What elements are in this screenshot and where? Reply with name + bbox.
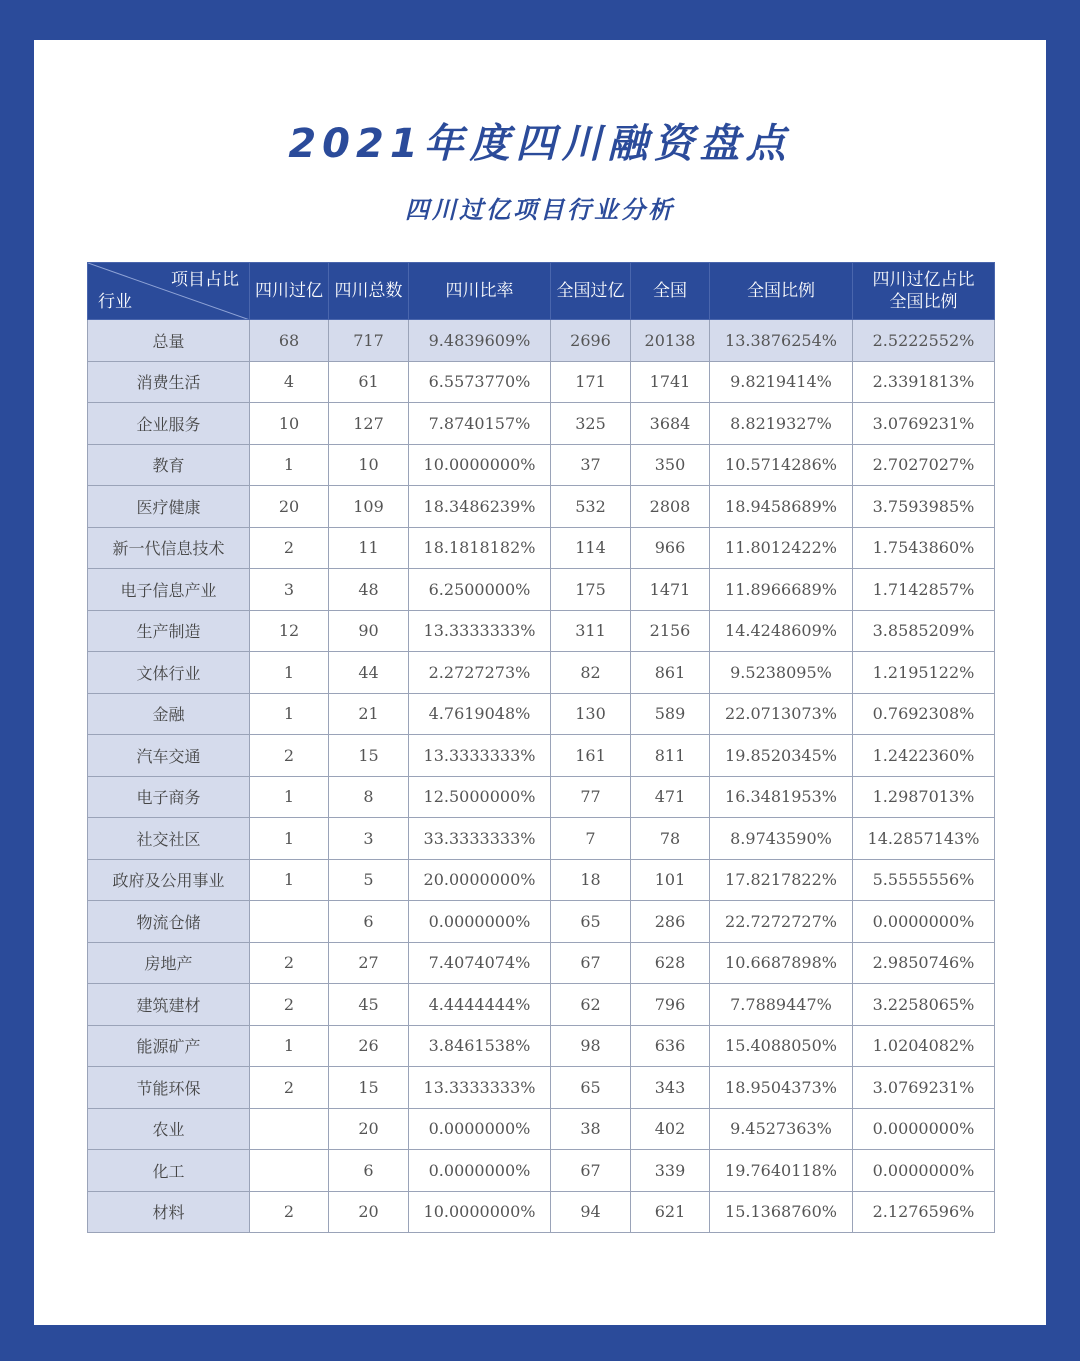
- table-body: [88, 320, 995, 1233]
- corner-header-cell: [88, 263, 250, 320]
- value-cell: 161: [551, 735, 631, 777]
- value-cell: 98: [551, 1025, 631, 1067]
- table-row: [88, 1067, 995, 1109]
- value-cell: 1.7142857%: [853, 569, 995, 611]
- value-cell: 82: [551, 652, 631, 694]
- value-cell: 3.0769231%: [853, 403, 995, 445]
- value-cell: 2.1276596%: [853, 1191, 995, 1233]
- value-cell: 621: [631, 1191, 710, 1233]
- value-cell: 67: [551, 942, 631, 984]
- value-cell: 9.4527363%: [710, 1108, 853, 1150]
- table-row: [88, 1025, 995, 1067]
- value-cell: 10.5714286%: [710, 444, 853, 486]
- value-cell: 17.8217822%: [710, 859, 853, 901]
- industry-cell: 节能环保: [88, 1067, 250, 1109]
- table-row: [88, 486, 995, 528]
- value-cell: 65: [551, 901, 631, 943]
- industry-cell: 建筑建材: [88, 984, 250, 1026]
- value-cell: 13.3876254%: [710, 320, 853, 362]
- industry-cell: 企业服务: [88, 403, 250, 445]
- industry-cell: 政府及公用事业: [88, 859, 250, 901]
- value-cell: 12.5000000%: [409, 776, 551, 818]
- value-cell: 2.3391813%: [853, 361, 995, 403]
- table-row-total: [88, 320, 995, 362]
- table-row: [88, 403, 995, 445]
- value-cell: 2: [250, 527, 329, 569]
- page-subtitle: 四川过亿项目行业分析: [405, 196, 675, 224]
- industry-cell: 材料: [88, 1191, 250, 1233]
- value-cell: 37: [551, 444, 631, 486]
- value-cell: 11.8012422%: [710, 527, 853, 569]
- value-cell: 6.2500000%: [409, 569, 551, 611]
- value-cell: 402: [631, 1108, 710, 1150]
- page-title: 2021年度四川融资盘点: [288, 121, 792, 167]
- value-cell: 6: [329, 901, 409, 943]
- value-cell: 90: [329, 610, 409, 652]
- value-cell: 5.5555556%: [853, 859, 995, 901]
- value-cell: 44: [329, 652, 409, 694]
- value-cell: [250, 1150, 329, 1192]
- industry-cell: 化工: [88, 1150, 250, 1192]
- value-cell: 1: [250, 693, 329, 735]
- value-cell: 18.9458689%: [710, 486, 853, 528]
- value-cell: 20: [329, 1108, 409, 1150]
- value-cell: 65: [551, 1067, 631, 1109]
- table-row: [88, 652, 995, 694]
- corner-bottom-label: 行业: [98, 292, 132, 312]
- value-cell: 286: [631, 901, 710, 943]
- value-cell: 628: [631, 942, 710, 984]
- industry-cell: 金融: [88, 693, 250, 735]
- value-cell: 339: [631, 1150, 710, 1192]
- value-cell: 18.3486239%: [409, 486, 551, 528]
- value-cell: 966: [631, 527, 710, 569]
- header-cell: 全国: [631, 263, 710, 320]
- industry-cell: 生产制造: [88, 610, 250, 652]
- value-cell: 717: [329, 320, 409, 362]
- value-cell: 114: [551, 527, 631, 569]
- value-cell: 16.3481953%: [710, 776, 853, 818]
- table-row: [88, 735, 995, 777]
- value-cell: 3: [329, 818, 409, 860]
- value-cell: 78: [631, 818, 710, 860]
- value-cell: 109: [329, 486, 409, 528]
- value-cell: 2.7027027%: [853, 444, 995, 486]
- value-cell: 2.5222552%: [853, 320, 995, 362]
- table-row: [88, 569, 995, 611]
- value-cell: 68: [250, 320, 329, 362]
- value-cell: 311: [551, 610, 631, 652]
- value-cell: 796: [631, 984, 710, 1026]
- value-cell: 343: [631, 1067, 710, 1109]
- industry-cell: 新一代信息技术: [88, 527, 250, 569]
- value-cell: 26: [329, 1025, 409, 1067]
- value-cell: 6: [329, 1150, 409, 1192]
- value-cell: 2: [250, 984, 329, 1026]
- value-cell: 532: [551, 486, 631, 528]
- value-cell: 7.4074074%: [409, 942, 551, 984]
- value-cell: [250, 901, 329, 943]
- value-cell: 11: [329, 527, 409, 569]
- value-cell: 33.3333333%: [409, 818, 551, 860]
- value-cell: 12: [250, 610, 329, 652]
- industry-cell: 能源矿产: [88, 1025, 250, 1067]
- value-cell: 0.0000000%: [853, 901, 995, 943]
- value-cell: 13.3333333%: [409, 610, 551, 652]
- value-cell: 62: [551, 984, 631, 1026]
- industry-cell: 汽车交通: [88, 735, 250, 777]
- value-cell: 1: [250, 859, 329, 901]
- value-cell: 3.8585209%: [853, 610, 995, 652]
- value-cell: 1.2195122%: [853, 652, 995, 694]
- header-last-line2: 全国比例: [889, 292, 958, 312]
- value-cell: 18.9504373%: [710, 1067, 853, 1109]
- table-row: [88, 818, 995, 860]
- header-cell: 四川比率: [409, 263, 551, 320]
- value-cell: 10.0000000%: [409, 444, 551, 486]
- table-row: [88, 859, 995, 901]
- value-cell: 1.2422360%: [853, 735, 995, 777]
- table-row: [88, 984, 995, 1026]
- value-cell: 20: [250, 486, 329, 528]
- value-cell: 2.9850746%: [853, 942, 995, 984]
- value-cell: 0.0000000%: [853, 1150, 995, 1192]
- value-cell: 3: [250, 569, 329, 611]
- value-cell: 101: [631, 859, 710, 901]
- value-cell: 13.3333333%: [409, 735, 551, 777]
- value-cell: 10: [250, 403, 329, 445]
- value-cell: 94: [551, 1191, 631, 1233]
- value-cell: 2: [250, 735, 329, 777]
- value-cell: 20: [329, 1191, 409, 1233]
- value-cell: 67: [551, 1150, 631, 1192]
- industry-cell: 农业: [88, 1108, 250, 1150]
- value-cell: 27: [329, 942, 409, 984]
- value-cell: 2.2727273%: [409, 652, 551, 694]
- value-cell: 7.8740157%: [409, 403, 551, 445]
- value-cell: 61: [329, 361, 409, 403]
- value-cell: 1.0204082%: [853, 1025, 995, 1067]
- value-cell: 2808: [631, 486, 710, 528]
- value-cell: 127: [329, 403, 409, 445]
- industry-cell: 社交社区: [88, 818, 250, 860]
- value-cell: 77: [551, 776, 631, 818]
- header-cell: 全国比例: [710, 263, 853, 320]
- value-cell: 325: [551, 403, 631, 445]
- value-cell: 14.2857143%: [853, 818, 995, 860]
- industry-cell: 文体行业: [88, 652, 250, 694]
- industry-cell: 房地产: [88, 942, 250, 984]
- financing-table: [87, 262, 995, 1233]
- value-cell: 8.9743590%: [710, 818, 853, 860]
- value-cell: 8: [329, 776, 409, 818]
- value-cell: 48: [329, 569, 409, 611]
- value-cell: 3.2258065%: [853, 984, 995, 1026]
- value-cell: 811: [631, 735, 710, 777]
- value-cell: 0.0000000%: [409, 901, 551, 943]
- value-cell: 0.0000000%: [409, 1108, 551, 1150]
- value-cell: 19.8520345%: [710, 735, 853, 777]
- value-cell: 22.7272727%: [710, 901, 853, 943]
- value-cell: 15.4088050%: [710, 1025, 853, 1067]
- table-row: [88, 776, 995, 818]
- table-row: [88, 361, 995, 403]
- value-cell: 1.2987013%: [853, 776, 995, 818]
- value-cell: 8.8219327%: [710, 403, 853, 445]
- table-row: [88, 610, 995, 652]
- value-cell: 1: [250, 818, 329, 860]
- value-cell: 3.0769231%: [853, 1067, 995, 1109]
- value-cell: 14.4248609%: [710, 610, 853, 652]
- value-cell: 0.0000000%: [853, 1108, 995, 1150]
- value-cell: 11.8966689%: [710, 569, 853, 611]
- table-row: [88, 444, 995, 486]
- value-cell: 6.5573770%: [409, 361, 551, 403]
- value-cell: 9.8219414%: [710, 361, 853, 403]
- value-cell: 15: [329, 1067, 409, 1109]
- value-cell: 130: [551, 693, 631, 735]
- value-cell: 4.4444444%: [409, 984, 551, 1026]
- value-cell: 9.5238095%: [710, 652, 853, 694]
- value-cell: 19.7640118%: [710, 1150, 853, 1192]
- value-cell: 1.7543860%: [853, 527, 995, 569]
- value-cell: 21: [329, 693, 409, 735]
- value-cell: 22.0713073%: [710, 693, 853, 735]
- table-row: [88, 1108, 995, 1150]
- value-cell: 1: [250, 776, 329, 818]
- value-cell: 7: [551, 818, 631, 860]
- value-cell: 7.7889447%: [710, 984, 853, 1026]
- table-header-row: [88, 263, 995, 320]
- value-cell: 636: [631, 1025, 710, 1067]
- table-row: [88, 1191, 995, 1233]
- value-cell: 0.0000000%: [409, 1150, 551, 1192]
- value-cell: 2: [250, 942, 329, 984]
- value-cell: 2: [250, 1191, 329, 1233]
- industry-cell: 电子信息产业: [88, 569, 250, 611]
- value-cell: 9.4839609%: [409, 320, 551, 362]
- table-row: [88, 527, 995, 569]
- value-cell: 20.0000000%: [409, 859, 551, 901]
- value-cell: 10: [329, 444, 409, 486]
- industry-cell: 电子商务: [88, 776, 250, 818]
- value-cell: 1471: [631, 569, 710, 611]
- value-cell: 4: [250, 361, 329, 403]
- table-row: [88, 693, 995, 735]
- industry-cell: 教育: [88, 444, 250, 486]
- value-cell: 1: [250, 444, 329, 486]
- value-cell: 3684: [631, 403, 710, 445]
- industry-cell: 消费生活: [88, 361, 250, 403]
- industry-cell: 物流仓储: [88, 901, 250, 943]
- value-cell: 5: [329, 859, 409, 901]
- value-cell: 10.0000000%: [409, 1191, 551, 1233]
- value-cell: 861: [631, 652, 710, 694]
- value-cell: 15.1368760%: [710, 1191, 853, 1233]
- industry-cell: 总量: [88, 320, 250, 362]
- value-cell: 471: [631, 776, 710, 818]
- value-cell: 350: [631, 444, 710, 486]
- value-cell: 13.3333333%: [409, 1067, 551, 1109]
- table-row: [88, 901, 995, 943]
- value-cell: 0.7692308%: [853, 693, 995, 735]
- value-cell: 2696: [551, 320, 631, 362]
- corner-top-label: 项目占比: [171, 270, 239, 290]
- header-cell-last: [853, 263, 995, 320]
- industry-cell: 医疗健康: [88, 486, 250, 528]
- header-cell: 四川总数: [329, 263, 409, 320]
- header-cell: 全国过亿: [551, 263, 631, 320]
- header-cell: 四川过亿: [250, 263, 329, 320]
- value-cell: 2: [250, 1067, 329, 1109]
- value-cell: 171: [551, 361, 631, 403]
- header-last-line1: 四川过亿占比: [872, 270, 975, 290]
- value-cell: 3.8461538%: [409, 1025, 551, 1067]
- value-cell: 1741: [631, 361, 710, 403]
- value-cell: 45: [329, 984, 409, 1026]
- value-cell: 18.1818182%: [409, 527, 551, 569]
- value-cell: 4.7619048%: [409, 693, 551, 735]
- value-cell: 2156: [631, 610, 710, 652]
- value-cell: [250, 1108, 329, 1150]
- value-cell: 1: [250, 652, 329, 694]
- value-cell: 38: [551, 1108, 631, 1150]
- value-cell: 175: [551, 569, 631, 611]
- value-cell: 1: [250, 1025, 329, 1067]
- value-cell: 10.6687898%: [710, 942, 853, 984]
- value-cell: 20138: [631, 320, 710, 362]
- value-cell: 589: [631, 693, 710, 735]
- value-cell: 18: [551, 859, 631, 901]
- table-row: [88, 1150, 995, 1192]
- table-row: [88, 942, 995, 984]
- value-cell: 3.7593985%: [853, 486, 995, 528]
- value-cell: 15: [329, 735, 409, 777]
